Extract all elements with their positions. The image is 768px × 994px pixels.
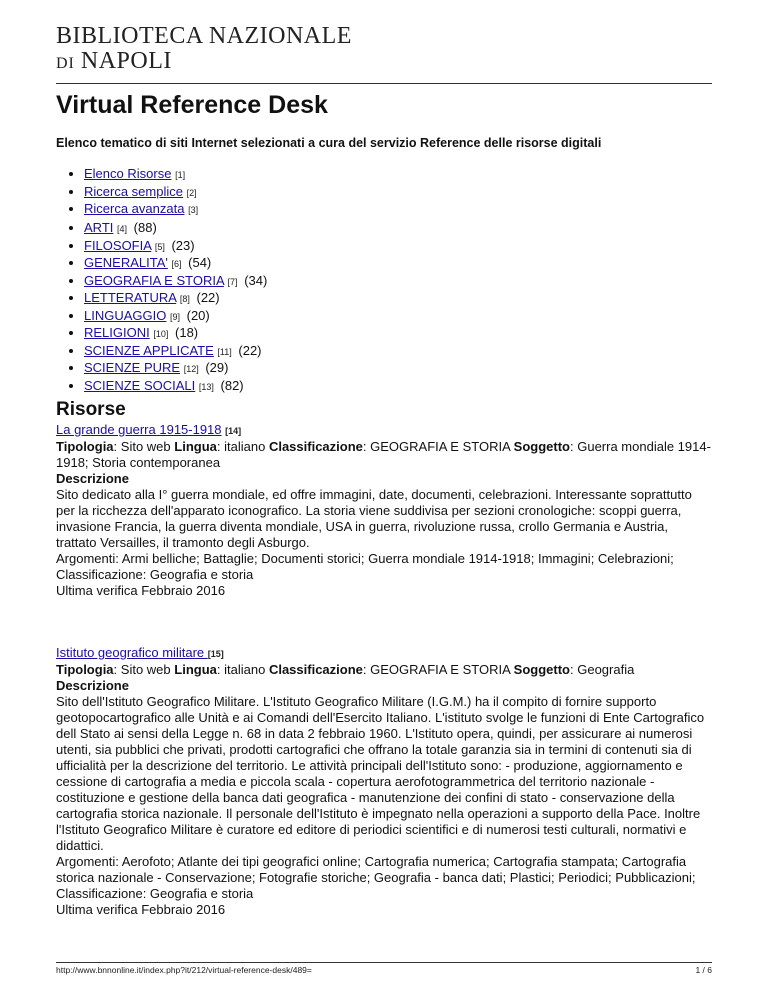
resource-topics: Argomenti: Aerofoto; Atlante dei tipi geografici online; Cartografia numerica; Cartografia stampata; Cartografia storica nazionale - Conservazione; Fotografie storiche; Geografia - banca dati; Plastici; Periodici; Pubblicazioni; [56, 854, 696, 885]
library-logo [56, 23, 352, 76]
resource-description: Sito dell'Istituto Geografico Militare. L'Istituto Geografico Militare (I.G.M.) ha il compito di fornire supporto geotopocartografico alle Unità e ai Comandi dell'Esercito Italiano. L'istituto svolge le funzioni di Ente Cartografico dell Stato ai sensi della Legge n. 68 in data 2 febbraio 1960. L'Istituto opera, quindi, per assicurare ai numerosi utenti, sia pubblici che privati, prodotti cartografici che offrano la totale garanzia sia in termini di contenuti sia di ufficialità per la descrizione del territorio. Le attività principali dell'Istituto sono: - produzione, aggiornamento e cessione di cartografia a media e piccola scala - copertura aerofotogrammetrica del territorio nazionale - costituzione e gestione della banca dati geografica - manutenzione dei confini di stato - conservazione della cartografia storica nazionale. Il personale dell'Istituto è impegnato nella operazioni a supporto della Pace. Inoltre l'Istituto Geografico Militare è curatore ed editore di periodici scientifici e di numerosi testi culturali, normativi e didattici. [56, 694, 705, 853]
category-link-geografia-e-storia[interactable]: GEOGRAFIA E STORIA [84, 272, 224, 288]
footnote-ref: [6] [171, 259, 182, 269]
category-link-filosofia[interactable]: FILOSOFIA [84, 237, 152, 253]
category-link-linguaggio[interactable]: LINGUAGGIO [84, 307, 167, 323]
category-item [84, 273, 267, 291]
nav-list [84, 166, 198, 219]
category-item [84, 378, 267, 396]
logo-di: DI [56, 55, 75, 72]
category-item [84, 343, 267, 361]
category-item [84, 325, 267, 343]
nav-item [84, 166, 198, 184]
resource-entry [56, 422, 712, 599]
category-count: (23) [171, 237, 195, 253]
nav-item [84, 201, 198, 219]
header-divider [56, 83, 712, 84]
category-count: (20) [186, 307, 210, 323]
category-count: (34) [244, 272, 268, 288]
footnote-ref: [12] [183, 364, 199, 374]
resource-meta: Tipologia: Sito web Lingua: italiano Classificazione: GEOGRAFIA E STORIA Soggetto: Guerra mondiale 1914-1918; Storia contemporanea [56, 439, 711, 470]
page-subtitle: Elenco tematico di siti Internet selezionati a cura del servizio Reference delle risorse digitali [56, 136, 602, 150]
category-link-scienze-pure[interactable]: SCIENZE PURE [84, 360, 181, 375]
category-count: (88) [133, 220, 157, 235]
resource-title-line [56, 422, 712, 439]
logo-line1: BIBLIOTECA NAZIONALE [56, 23, 352, 49]
footnote-ref: [8] [179, 294, 190, 304]
nav-link-elenco-risorse[interactable]: Elenco Risorse [84, 166, 172, 181]
category-item [84, 360, 267, 378]
resource-last-check: Ultima verifica Febbraio 2016 [56, 583, 226, 598]
resource-classification: Classificazione: Geografia e storia [56, 567, 254, 582]
resource-classification: Classificazione: Geografia e storia [56, 886, 254, 901]
category-count: (22) [238, 342, 262, 358]
resource-title-line [56, 645, 712, 662]
nav-item [84, 184, 198, 202]
category-count: (29) [205, 360, 229, 375]
category-item [84, 290, 267, 308]
footnote-ref: [5] [154, 241, 165, 252]
resource-description: Sito dedicato alla I° guerra mondiale, ed offre immagini, date, documenti, celebrazioni. Interessante soprattutto per la ricchezza dell'apparato iconografico. La storia viene suddivisa per sezioni cronologiche: scoppi guerra, invasione Francia, la guerra diventa mondiale, USA in guerra, rivoluzione russa, crollo Germania e Austria, trattato Versailles, il tramonto degli Asburgo. [56, 487, 692, 550]
footnote-ref: [4] [117, 224, 128, 234]
footnote-ref: [3] [188, 205, 199, 215]
footnote-ref: [7] [227, 276, 238, 287]
description-heading: Descrizione [56, 471, 129, 486]
page-title: Virtual Reference Desk [56, 91, 328, 119]
footnote-ref: [14] [225, 426, 242, 436]
category-count: (22) [196, 290, 220, 305]
category-list [84, 220, 267, 395]
category-count: (18) [175, 325, 199, 340]
category-item [84, 220, 267, 238]
resource-last-check: Ultima verifica Febbraio 2016 [56, 902, 226, 917]
footer-url: http://www.bnnonline.it/index.php?it/212/virtual-reference-desk/489= [56, 965, 312, 975]
category-link-religioni[interactable]: RELIGIONI [84, 325, 150, 340]
page-number: 1 / 6 [695, 965, 712, 975]
category-link-letteratura[interactable]: LETTERATURA [84, 290, 177, 305]
footnote-ref: [1] [175, 170, 186, 180]
category-item [84, 238, 267, 256]
category-link-generalita[interactable]: GENERALITA' [84, 255, 168, 270]
category-link-scienze-sociali[interactable]: SCIENZE SOCIALI [84, 377, 196, 393]
resource-link-grande-guerra[interactable]: La grande guerra 1915-1918 [56, 422, 222, 437]
footnote-ref: [15] [207, 649, 224, 659]
resource-entry [56, 645, 712, 918]
category-item [84, 308, 267, 326]
category-link-arti[interactable]: ARTI [84, 220, 114, 235]
footnote-ref: [2] [186, 187, 197, 198]
logo-line2: NAPOLI [80, 48, 172, 74]
footnote-ref: [9] [169, 311, 180, 322]
footnote-ref: [11] [217, 346, 232, 357]
resource-meta: Tipologia: Sito web Lingua: italiano Classificazione: GEOGRAFIA E STORIA Soggetto: Geografia [56, 662, 635, 677]
footnote-ref: [13] [198, 381, 214, 392]
category-link-scienze-applicate[interactable]: SCIENZE APPLICATE [84, 342, 214, 358]
category-count: (54) [188, 255, 212, 270]
footnote-ref: [10] [153, 329, 169, 339]
category-count: (82) [220, 377, 244, 393]
resource-topics: Argomenti: Armi belliche; Battaglie; Documenti storici; Guerra mondiale 1914-1918; Immagini; Celebrazioni; [56, 551, 674, 566]
nav-link-ricerca-avanzata[interactable]: Ricerca avanzata [84, 201, 185, 216]
nav-link-ricerca-semplice[interactable]: Ricerca semplice [84, 183, 183, 199]
section-title: Risorse [56, 399, 126, 420]
footer-divider [56, 962, 712, 963]
description-heading: Descrizione [56, 678, 129, 693]
resource-link-istituto-geografico[interactable]: Istituto geografico militare [56, 645, 208, 660]
category-item [84, 255, 267, 273]
